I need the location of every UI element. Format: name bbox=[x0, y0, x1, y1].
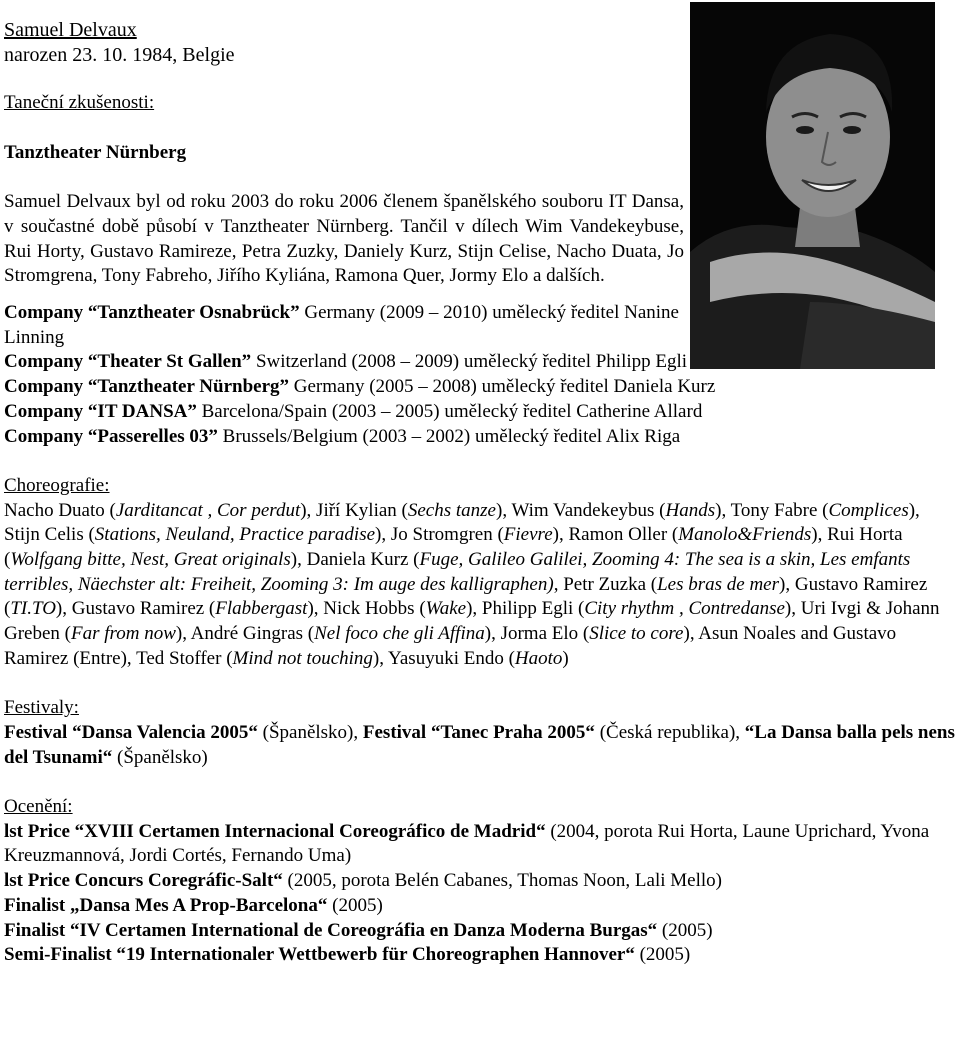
company-details: Switzerland (2008 – 2009) umělecký ředitel Philipp Egli bbox=[251, 351, 688, 373]
work-title: City rhythm , Contredanse bbox=[584, 598, 785, 620]
company-details: Germany (2005 – 2008) umělecký ředitel Daniela Kurz bbox=[289, 376, 716, 398]
work-title: Sechs tanze bbox=[407, 499, 496, 521]
work-title: TI.TO bbox=[10, 598, 56, 620]
work-title: Flabbergast bbox=[215, 598, 308, 620]
choreographer-text: ), Yasuyuki Endo ( bbox=[372, 647, 515, 669]
work-title: Mind not touching bbox=[232, 647, 373, 669]
document-body bbox=[4, 18, 958, 968]
award-details: (2005) bbox=[327, 894, 383, 916]
work-title: Fuge, Galileo Galilei, Zooming 4: The sea is a skin, Les emfants terribles, Näechster alt: Freiheit, Zooming 3: Im auge des kalligraphen) bbox=[4, 549, 911, 595]
company-list bbox=[4, 301, 958, 449]
choreographer-text: ), Tony Fabre ( bbox=[715, 499, 829, 521]
festival-name: Festival “Dansa Valencia 2005“ bbox=[4, 721, 258, 743]
award-name: Semi-Finalist “19 Internationaler Wettbewerb für Choreographen Hannover“ bbox=[4, 944, 635, 966]
company-entry bbox=[4, 425, 958, 450]
choreographer-text: , Petr Zuzka ( bbox=[553, 573, 658, 595]
choreographer-text: ), Asun Noales and Gustavo Ramirez (Entre), Ted Stoffer ( bbox=[4, 623, 897, 669]
award-entry bbox=[4, 894, 958, 919]
award-name: Finalist “IV Certamen International de Coreográfia en Danza Moderna Burgas“ bbox=[4, 919, 658, 941]
festival-name: “La Dansa balla pels nens del Tsunami“ bbox=[4, 721, 955, 768]
choreographer-text: ), Uri Ivgi & Johann Greben ( bbox=[4, 598, 940, 645]
company-entry bbox=[4, 375, 958, 400]
award-name: Finalist „Dansa Mes A Prop-Barcelona“ bbox=[4, 894, 328, 916]
festival-country: (Španělsko) bbox=[112, 746, 208, 768]
award-name: lst Price “XVIII Certamen Internacional Coreográfico de Madrid“ bbox=[4, 820, 546, 842]
bio-text: Samuel Delvaux byl od roku 2003 do roku 2006 členem španělského souboru IT Dansa, v součastné době působí v Tanztheater Nürnberg. Tančil v dílech Wim Vandekeybuse, Rui Horty, Gustavo Ramireze, Petra Zuzky, Daniely Kurz, Stijn Celise, Nacho Duata, Jo Stromgrena, Tony Fabreho, Jiřího Kyliána, Ramona Quer, Jormy Elo a dalších. bbox=[4, 191, 684, 287]
company-name: Company “Theater St Gallen” bbox=[4, 351, 252, 373]
awards-list bbox=[4, 820, 958, 968]
work-title: Jarditancat , Cor perdut bbox=[115, 499, 301, 521]
choreography-heading: Choreografie: bbox=[4, 474, 110, 496]
choreographer-text: ), Stijn Celis ( bbox=[4, 499, 920, 546]
work-title: Slice to core bbox=[589, 623, 684, 645]
festival-name: Festival “Tanec Praha 2005“ bbox=[362, 721, 595, 743]
award-details: (2005) bbox=[657, 919, 713, 941]
company-entry bbox=[4, 400, 958, 425]
award-details: (2004, porota Rui Horta, Laune Uprichard, Yvona Kreuzmannová, Jordi Cortés, Fernando Uma) bbox=[4, 820, 930, 867]
choreographer-text: ), Rui Horta ( bbox=[4, 524, 903, 571]
choreography-text bbox=[4, 499, 958, 672]
award-entry bbox=[4, 919, 958, 944]
festivals-text bbox=[4, 721, 958, 770]
work-title: Far from now bbox=[71, 623, 176, 645]
company-entry bbox=[4, 301, 684, 350]
choreographer-text: ), Wim Vandekeybus ( bbox=[496, 499, 666, 521]
award-details: (2005) bbox=[634, 944, 691, 966]
award-entry bbox=[4, 869, 958, 894]
company-name: Company “Tanztheater Osnabrück” bbox=[4, 302, 300, 323]
work-title: Wolfgang bitte, Nest, Great originals bbox=[10, 549, 291, 571]
choreographer-text: ), Daniela Kurz ( bbox=[290, 549, 420, 571]
work-title: Hands bbox=[665, 499, 716, 521]
company-name: Company “Passerelles 03” bbox=[4, 425, 218, 447]
company-details: Germany (2009 – 2010) umělecký ředitel Nanine Linning bbox=[4, 302, 679, 348]
choreographer-text: ), Gustavo Ramirez ( bbox=[55, 598, 216, 620]
choreographer-text: ), Jo Stromgren ( bbox=[375, 524, 504, 546]
festival-country: (Česká republika), bbox=[594, 721, 745, 743]
company-entry bbox=[4, 350, 958, 375]
award-details: (2005, porota Belén Cabanes, Thomas Noon, Lali Mello) bbox=[282, 870, 722, 892]
work-title: Wake bbox=[425, 598, 467, 620]
company-title: Tanztheater Nürnberg bbox=[4, 141, 187, 163]
work-title: Complices bbox=[828, 499, 909, 521]
work-title: Stations, Neuland, Practice paradise bbox=[94, 524, 376, 546]
company-name: Company “IT DANSA” bbox=[4, 400, 197, 422]
festivals-heading: Festivaly: bbox=[4, 697, 79, 719]
work-title: Fievre bbox=[503, 524, 553, 546]
choreographer-text: ) bbox=[562, 647, 569, 669]
choreographer-text: ), Jiří Kylian ( bbox=[300, 499, 408, 521]
festival-country: (Španělsko), bbox=[257, 721, 363, 743]
company-name: Company “Tanztheater Nürnberg” bbox=[4, 376, 290, 398]
birth-info: narozen 23. 10. 1984, Belgie bbox=[4, 43, 235, 66]
work-title: Nel foco che gli Affina bbox=[314, 623, 485, 645]
choreographer-text: ), André Gingras ( bbox=[175, 623, 315, 645]
person-name: Samuel Delvaux bbox=[4, 19, 137, 41]
company-details: Brussels/Belgium (2003 – 2002) umělecký ředitel Alix Riga bbox=[217, 425, 681, 447]
work-title: Haoto bbox=[514, 647, 563, 669]
award-entry bbox=[4, 820, 958, 869]
choreographer-text: Nacho Duato ( bbox=[4, 499, 116, 521]
choreographer-text: ), Philipp Egli ( bbox=[466, 598, 585, 620]
choreographer-text: ), Nick Hobbs ( bbox=[307, 598, 426, 620]
company-details: Barcelona/Spain (2003 – 2005) umělecký ředitel Catherine Allard bbox=[196, 400, 703, 422]
choreographer-text: ), Jorma Elo ( bbox=[484, 623, 590, 645]
choreographer-text: ), Gustavo Ramirez ( bbox=[4, 573, 928, 620]
award-name: lst Price Concurs Coregráfic-Salt“ bbox=[4, 870, 283, 892]
work-title: Manolo&Friends bbox=[678, 524, 812, 546]
work-title: Les bras de mer bbox=[657, 573, 780, 595]
awards-heading: Ocenění: bbox=[4, 796, 73, 818]
choreographer-text: ), Ramon Oller ( bbox=[552, 524, 679, 546]
experience-heading: Taneční zkušenosti: bbox=[4, 92, 155, 114]
award-entry bbox=[4, 943, 958, 968]
